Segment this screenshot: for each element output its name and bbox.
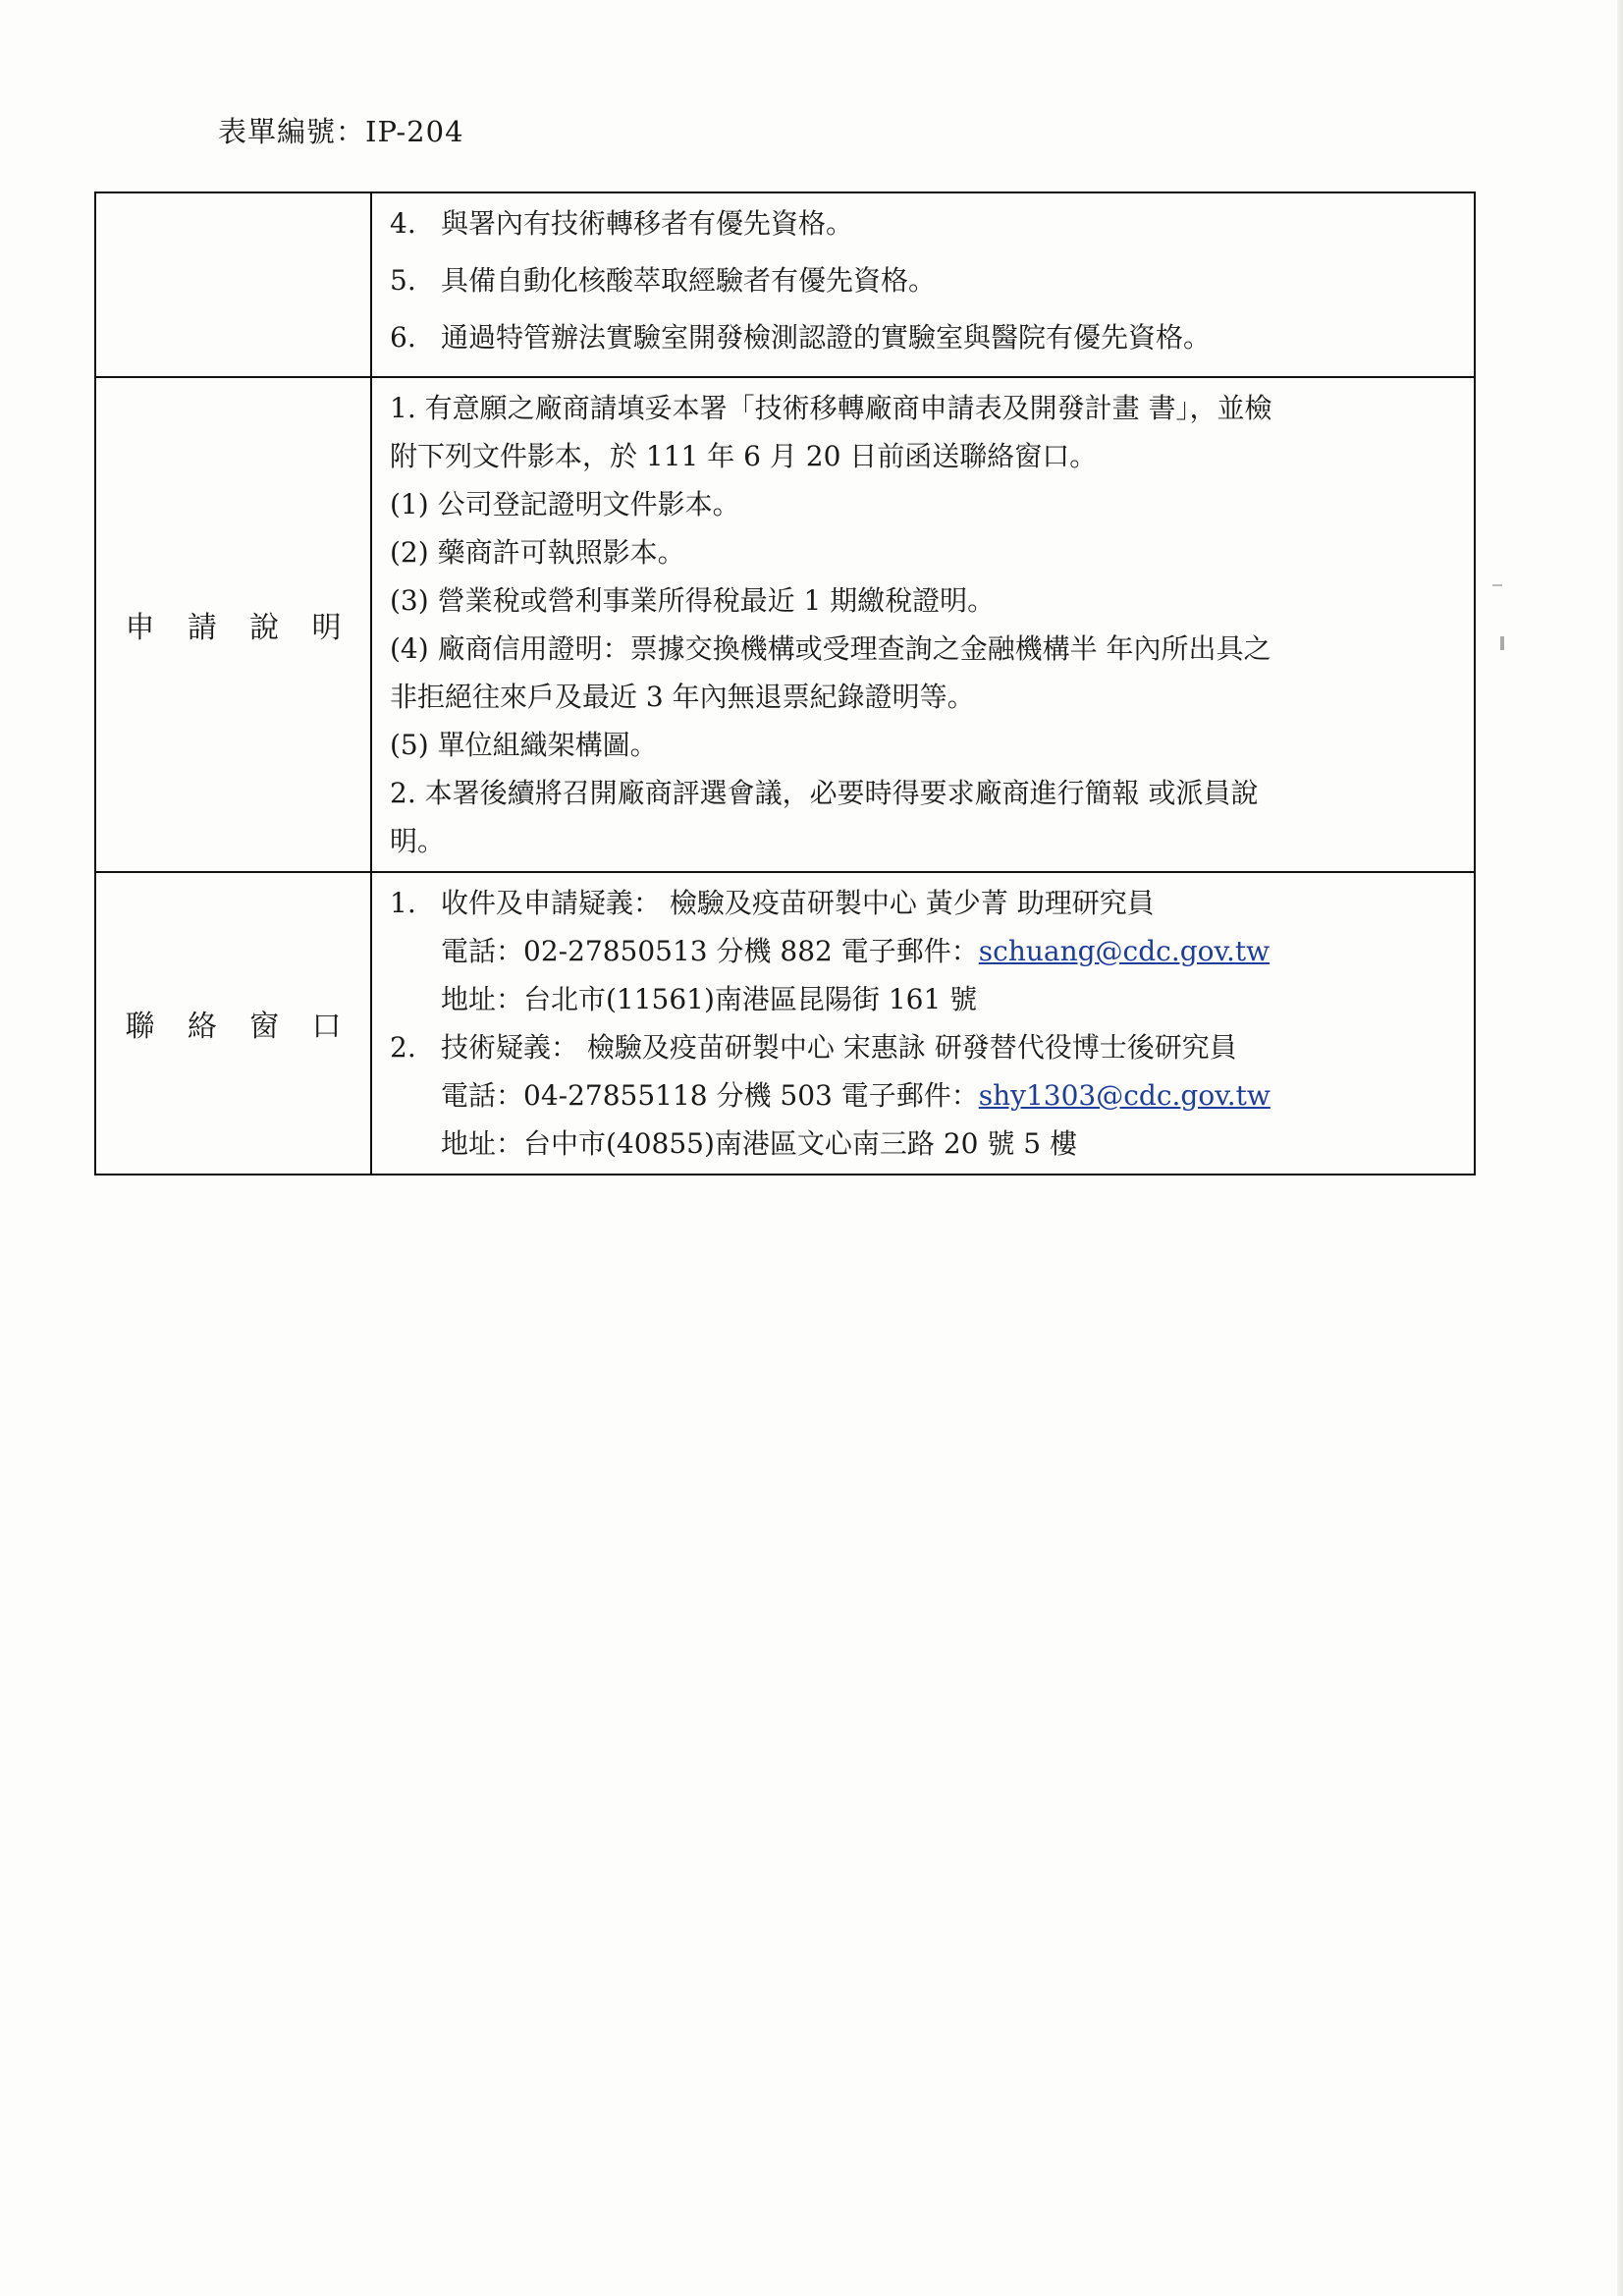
contact-label: 聯 絡 窗 口 (125, 1010, 342, 1044)
application-item-1-cont: 附下列文件影本，於 111 年 6 月 20 日前函送聯絡窗口。 (390, 440, 1098, 472)
qualifications-content-cell (371, 192, 1475, 377)
application-label-cell (95, 377, 371, 872)
application-label: 申 請 說 明 (125, 611, 342, 645)
contact-1-phone: 電話：02-27850513 分機 882 電子郵件：schuang@cdc.gov.tw (441, 935, 1271, 967)
form-number: 表單編號：IP-204 (218, 115, 464, 148)
page-edge-shadow (1617, 0, 1623, 2296)
application-sub-4-cont: 非拒絕往來戶及最近 3 年內無退票紀錄證明等。 (390, 681, 975, 713)
contact-2-address: 地址：台中市(40855)南港區文心南三路 20 號 5 樓 (441, 1127, 1077, 1160)
contact-1-title: 1. 收件及申請疑義： 檢驗及疫苗研製中心 黃少菁 助理研究員 (390, 887, 1155, 919)
qualification-item: 5. 具備自動化核酸萃取經驗者有優先資格。 (390, 264, 937, 297)
contact-2-phone: 電話：04-27855118 分機 503 電子郵件：shy1303@cdc.gov.tw (441, 1079, 1271, 1112)
scan-mark (1492, 584, 1502, 586)
info-table (94, 191, 1476, 1175)
contact-1-email-link[interactable]: schuang@cdc.gov.tw (978, 935, 1271, 967)
application-sub-4: (4) 廠商信用證明：票據交換機構或受理查詢之金融機構半 年內所出具之 (390, 632, 1271, 665)
contact-2-email-link[interactable]: shy1303@cdc.gov.tw (978, 1079, 1271, 1112)
application-item-2-cont: 明。 (390, 825, 446, 857)
application-content-cell (371, 377, 1475, 872)
application-sub-5: (5) 單位組織架構圖。 (390, 729, 658, 761)
qualifications-row (95, 192, 1475, 377)
application-item-2: 2. 本署後續將召開廠商評選會議，必要時得要求廠商進行簡報 或派員說 (390, 777, 1259, 809)
qualification-item: 4. 與署內有技術轉移者有優先資格。 (390, 207, 854, 240)
contact-1-address: 地址：台北市(11561)南港區昆陽街 161 號 (441, 983, 978, 1015)
application-item-1: 1. 有意願之廠商請填妥本署「技術移轉廠商申請表及開發計畫 書」，並檢 (390, 392, 1272, 424)
application-sub-2: (2) 藥商許可執照影本。 (390, 536, 685, 569)
contact-row (95, 872, 1475, 1175)
application-sub-1: (1) 公司登記證明文件影本。 (390, 488, 740, 520)
contact-label-cell (95, 872, 371, 1175)
application-row (95, 377, 1475, 872)
contact-content-cell (371, 872, 1475, 1175)
qualification-item: 6. 通過特管辦法實驗室開發檢測認證的實驗室與醫院有優先資格。 (390, 321, 1212, 354)
contact-2-title: 2. 技術疑義： 檢驗及疫苗研製中心 宋惠詠 研發替代役博士後研究員 (390, 1031, 1237, 1064)
scan-mark (1500, 636, 1504, 650)
application-sub-3: (3) 營業稅或營利事業所得稅最近 1 期繳稅證明。 (390, 584, 996, 617)
qualifications-label-cell (95, 192, 371, 377)
